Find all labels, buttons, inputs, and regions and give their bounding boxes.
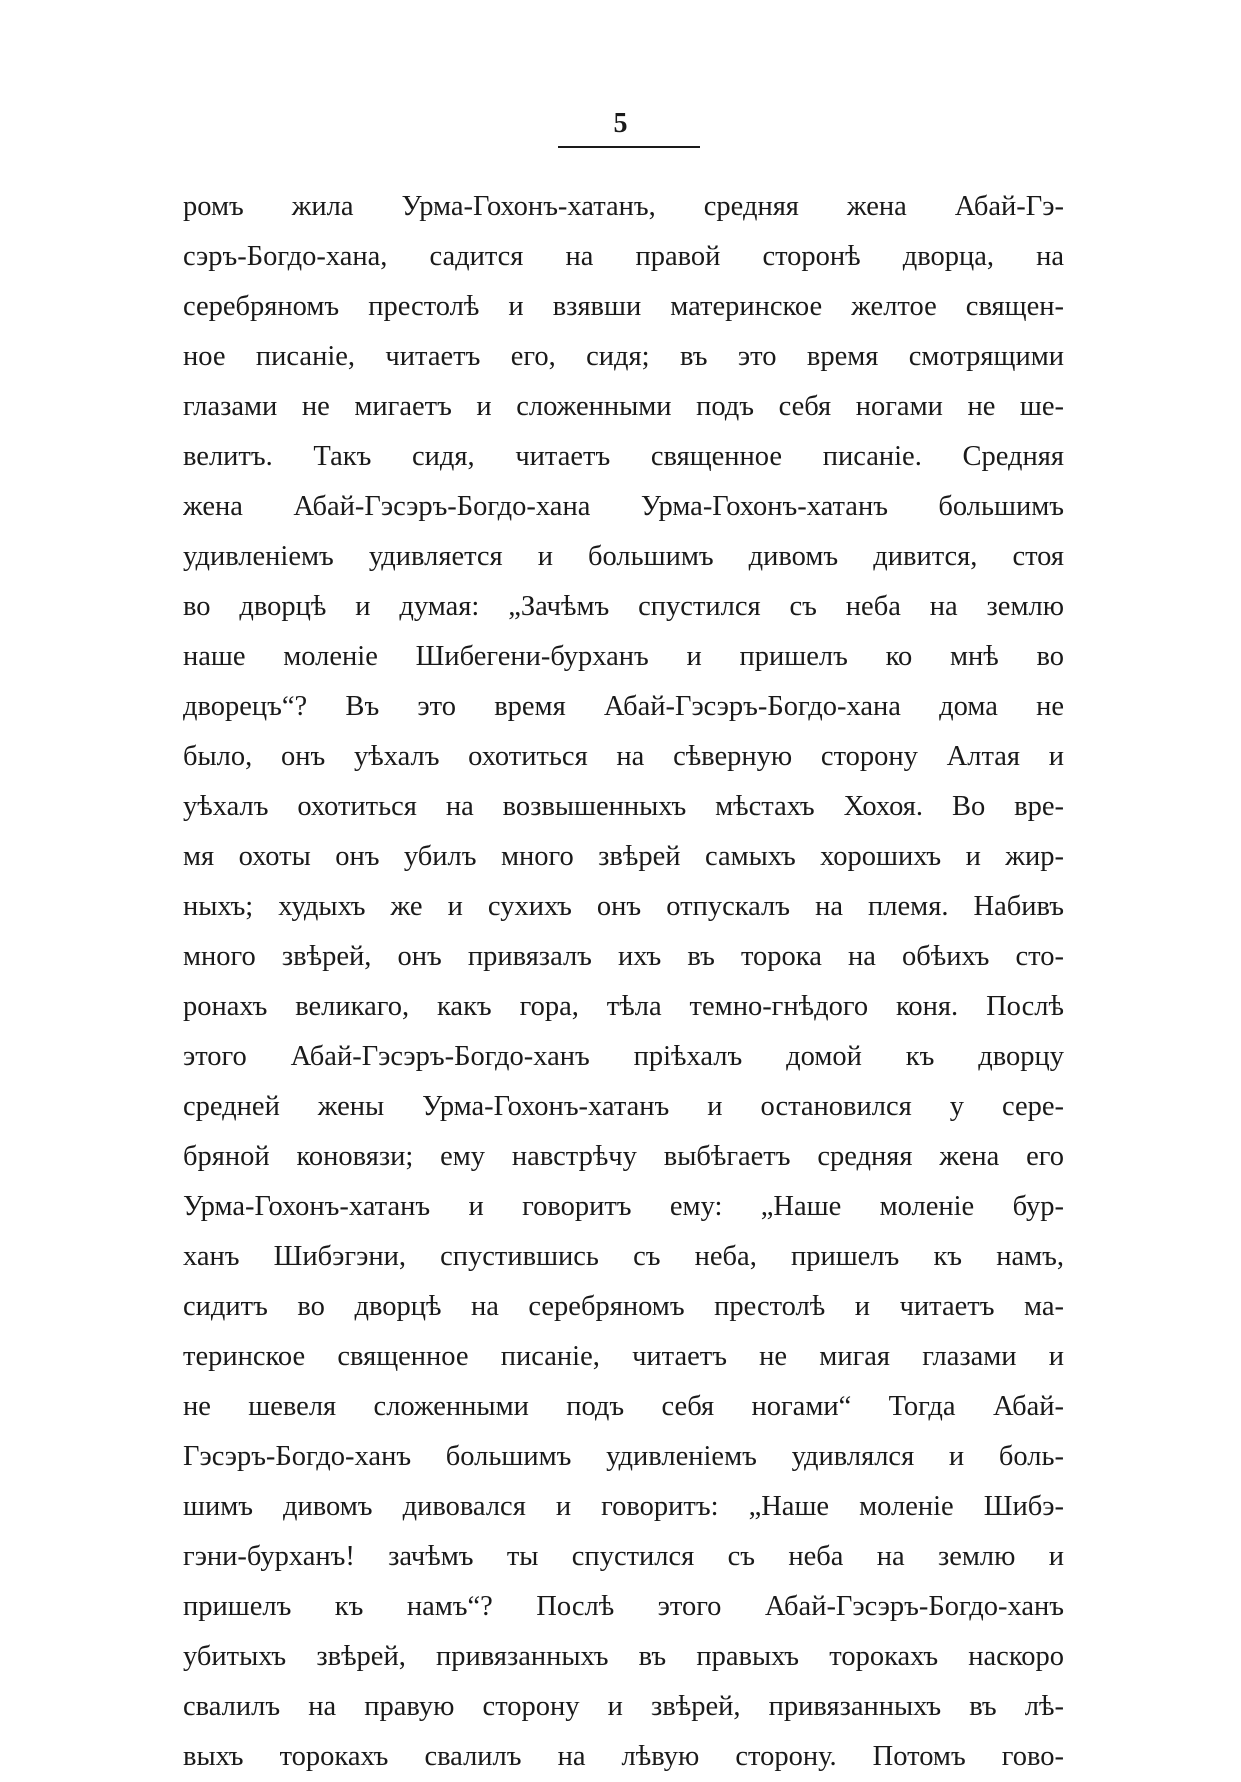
text-line: было, онъ уѣхалъ охотиться на сѣверную сторону Алтая и	[183, 741, 1064, 772]
text-line: мя охоты онъ убилъ много звѣрей самыхъ хорошихъ и жир-	[183, 841, 1064, 872]
text-line: бряной коновязи; ему навстрѣчу выбѣгаетъ средняя жена его	[183, 1141, 1064, 1172]
text-line: удивленіемъ удивляется и большимъ дивомъ дивится, стоя	[183, 541, 1064, 572]
text-line: Гэсэръ-Богдо-ханъ большимъ удивленіемъ удивлялся и боль-	[183, 1441, 1064, 1472]
text-line: сэръ-Богдо-хана, садится на правой сторонѣ дворца, на	[183, 241, 1064, 272]
text-line: во дворцѣ и думая: „Зачѣмъ спустился съ неба на землю	[183, 591, 1064, 622]
text-line: жена Абай-Гэсэръ-Богдо-хана Урма-Гохонъ-хатанъ большимъ	[183, 491, 1064, 522]
text-line: ромъ жила Урма-Гохонъ-хатанъ, средняя жена Абай-Гэ-	[183, 191, 1064, 222]
text-line: Урма-Гохонъ-хатанъ и говоритъ ему: „Наше моленіе бур-	[183, 1191, 1064, 1222]
page-number-rule	[558, 146, 700, 148]
text-line: уѣхалъ охотиться на возвышенныхъ мѣстахъ Хохоя. Во вре-	[183, 791, 1064, 822]
text-line: убитыхъ звѣрей, привязанныхъ въ правыхъ торокахъ наскоро	[183, 1641, 1064, 1672]
text-line: ронахъ великаго, какъ гора, тѣла темно-гнѣдого коня. Послѣ	[183, 991, 1064, 1022]
text-line: серебряномъ престолѣ и взявши материнское желтое священ-	[183, 291, 1064, 322]
text-line: не шевеля сложенными подъ себя ногами“ Тогда Абай-	[183, 1391, 1064, 1422]
text-line: сидитъ во дворцѣ на серебряномъ престолѣ и читаетъ ма-	[183, 1291, 1064, 1322]
page-number: 5	[613, 108, 628, 139]
text-line: велитъ. Такъ сидя, читаетъ священное писаніе. Средняя	[183, 441, 1064, 472]
text-line: много звѣрей, онъ привязалъ ихъ въ торока на обѣихъ сто-	[183, 941, 1064, 972]
text-line: выхъ торокахъ свалилъ на лѣвую сторону. Потомъ гово-	[183, 1741, 1064, 1772]
text-line: дворецъ“? Въ это время Абай-Гэсэръ-Богдо-хана дома не	[183, 691, 1064, 722]
text-line: ныхъ; худыхъ же и сухихъ онъ отпускалъ на племя. Набивъ	[183, 891, 1064, 922]
text-line: теринское священное писаніе, читаетъ не мигая глазами и	[183, 1341, 1064, 1372]
text-line: этого Абай-Гэсэръ-Богдо-ханъ пріѣхалъ домой къ дворцу	[183, 1041, 1064, 1072]
text-line: шимъ дивомъ дивовался и говоритъ: „Наше моленіе Шибэ-	[183, 1491, 1064, 1522]
body-text	[183, 182, 1064, 1782]
text-line: пришелъ къ намъ“? Послѣ этого Абай-Гэсэръ-Богдо-ханъ	[183, 1591, 1064, 1622]
text-line: наше моленіе Шибегени-бурханъ и пришелъ ко мнѣ во	[183, 641, 1064, 672]
text-line: ханъ Шибэгэни, спустившись съ неба, пришелъ къ намъ,	[183, 1241, 1064, 1272]
text-line: средней жены Урма-Гохонъ-хатанъ и остановился у сере-	[183, 1091, 1064, 1122]
text-line: гэни-бурханъ! зачѣмъ ты спустился съ неба на землю и	[183, 1541, 1064, 1572]
text-line: глазами не мигаетъ и сложенными подъ себя ногами не ше-	[183, 391, 1064, 422]
text-line: ное писаніе, читаетъ его, сидя; въ это время смотрящими	[183, 341, 1064, 372]
text-line: свалилъ на правую сторону и звѣрей, привязанныхъ въ лѣ-	[183, 1691, 1064, 1722]
